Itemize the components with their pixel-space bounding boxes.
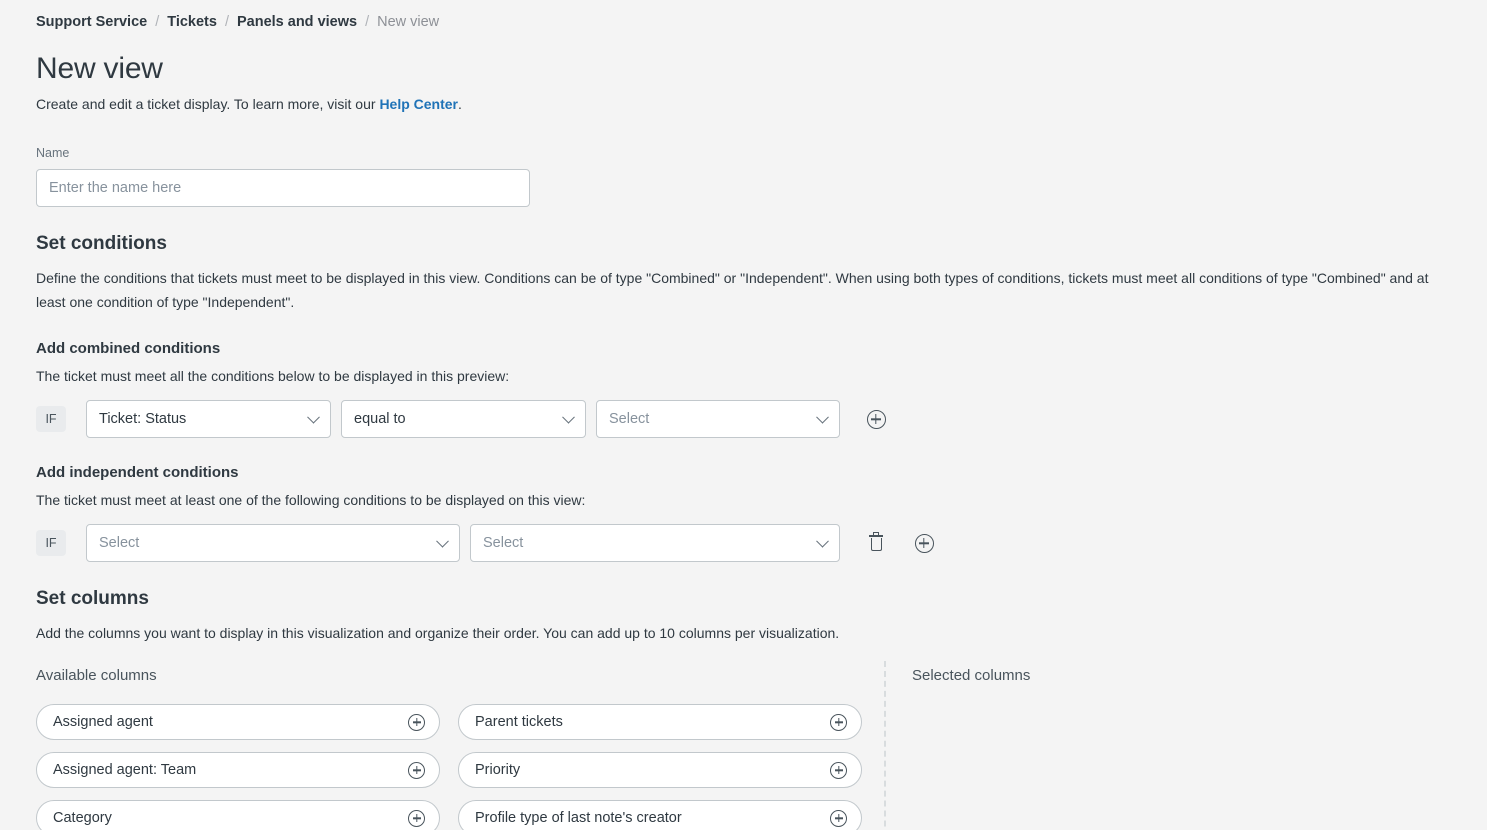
available-column-chip[interactable]	[458, 752, 862, 788]
combined-conditions-description: The ticket must meet all the conditions below to be displayed in this preview:	[36, 368, 510, 385]
name-field-label: Name	[36, 146, 70, 160]
available-column-label: Assigned agent	[53, 714, 153, 731]
available-columns-list	[36, 704, 884, 830]
add-combined-condition-button[interactable]	[862, 405, 890, 433]
available-column-chip[interactable]	[36, 752, 440, 788]
delete-independent-condition-button[interactable]	[862, 529, 890, 557]
available-column-chip[interactable]	[458, 800, 862, 830]
available-column-chip[interactable]	[36, 800, 440, 830]
set-conditions-description: Define the conditions that tickets must meet to be displayed in this view. Conditions can be of type "Combined" or "Independent". When using both types of conditions, tickets must meet all conditions of type "Combined" and at least one condition of type "Independent".	[36, 270, 1429, 311]
available-columns-panel	[36, 667, 884, 830]
independent-conditions-heading: Add independent conditions	[36, 464, 239, 482]
page-title: New view	[36, 52, 163, 85]
plus-circle-icon	[867, 410, 886, 429]
page-subtitle-text: Create and edit a ticket display. To learn more, visit our	[36, 96, 380, 112]
plus-circle-icon[interactable]	[830, 810, 847, 827]
plus-circle-icon[interactable]	[830, 762, 847, 779]
set-columns-description: Add the columns you want to display in this visualization and organize their order. You can add up to 10 columns per visualization.	[36, 625, 840, 642]
breadcrumb-separator: /	[365, 14, 370, 30]
breadcrumb-item-panels-and-views[interactable]: Panels and views	[236, 14, 358, 30]
available-columns-heading: Available columns	[36, 667, 157, 685]
breadcrumb-separator: /	[224, 14, 229, 30]
breadcrumb-item-new-view: New view	[377, 14, 440, 30]
combined-field-select[interactable]	[86, 400, 331, 438]
chevron-down-icon	[307, 411, 320, 424]
plus-circle-icon	[915, 534, 934, 553]
chevron-down-icon	[816, 411, 829, 424]
independent-conditions-description: The ticket must meet at least one of the following conditions to be displayed on this view:	[36, 492, 586, 509]
available-column-chip[interactable]	[458, 704, 862, 740]
independent-value-select-value: Select	[483, 535, 524, 552]
combined-field-select-value: Ticket: Status	[99, 411, 187, 428]
breadcrumb-separator: /	[155, 14, 160, 30]
set-columns-heading: Set columns	[36, 588, 149, 610]
plus-circle-icon[interactable]	[830, 714, 847, 731]
breadcrumb-item-support-service[interactable]: Support Service	[36, 14, 148, 30]
available-column-label: Category	[53, 810, 112, 827]
selected-columns-heading: Selected columns	[912, 667, 1031, 685]
chevron-down-icon	[816, 535, 829, 548]
available-column-label: Profile type of last note's creator	[475, 810, 682, 827]
plus-circle-icon[interactable]	[408, 714, 425, 731]
combined-value-select-value: Select	[609, 411, 650, 428]
independent-field-select[interactable]	[86, 524, 460, 562]
available-column-label: Assigned agent: Team	[53, 762, 197, 779]
page-subtitle	[36, 96, 1451, 112]
independent-field-select-value: Select	[99, 535, 140, 552]
add-independent-condition-button[interactable]	[910, 529, 938, 557]
page-subtitle-suffix: .	[458, 96, 462, 112]
available-column-label: Parent tickets	[475, 714, 563, 731]
help-center-link[interactable]: Help Center	[379, 96, 459, 112]
available-column-label: Priority	[475, 762, 521, 779]
breadcrumb	[36, 0, 1451, 30]
independent-if-badge: IF	[36, 530, 66, 556]
combined-condition-row	[36, 400, 1451, 438]
plus-circle-icon[interactable]	[408, 762, 425, 779]
columns-area	[36, 667, 1451, 830]
chevron-down-icon	[436, 535, 449, 548]
columns-divider	[884, 661, 886, 830]
independent-condition-row	[36, 524, 1451, 562]
breadcrumb-item-tickets[interactable]: Tickets	[167, 14, 217, 30]
combined-conditions-heading: Add combined conditions	[36, 340, 221, 358]
independent-value-select[interactable]	[470, 524, 840, 562]
combined-if-badge: IF	[36, 406, 66, 432]
name-input[interactable]	[36, 169, 530, 207]
combined-operator-select-value: equal to	[354, 411, 406, 428]
chevron-down-icon	[562, 411, 575, 424]
set-conditions-heading: Set conditions	[36, 233, 167, 254]
combined-operator-select[interactable]	[341, 400, 586, 438]
combined-value-select[interactable]	[596, 400, 840, 438]
selected-columns-panel	[884, 667, 1030, 830]
available-column-chip[interactable]	[36, 704, 440, 740]
trash-icon	[869, 535, 883, 551]
plus-circle-icon[interactable]	[408, 810, 425, 827]
